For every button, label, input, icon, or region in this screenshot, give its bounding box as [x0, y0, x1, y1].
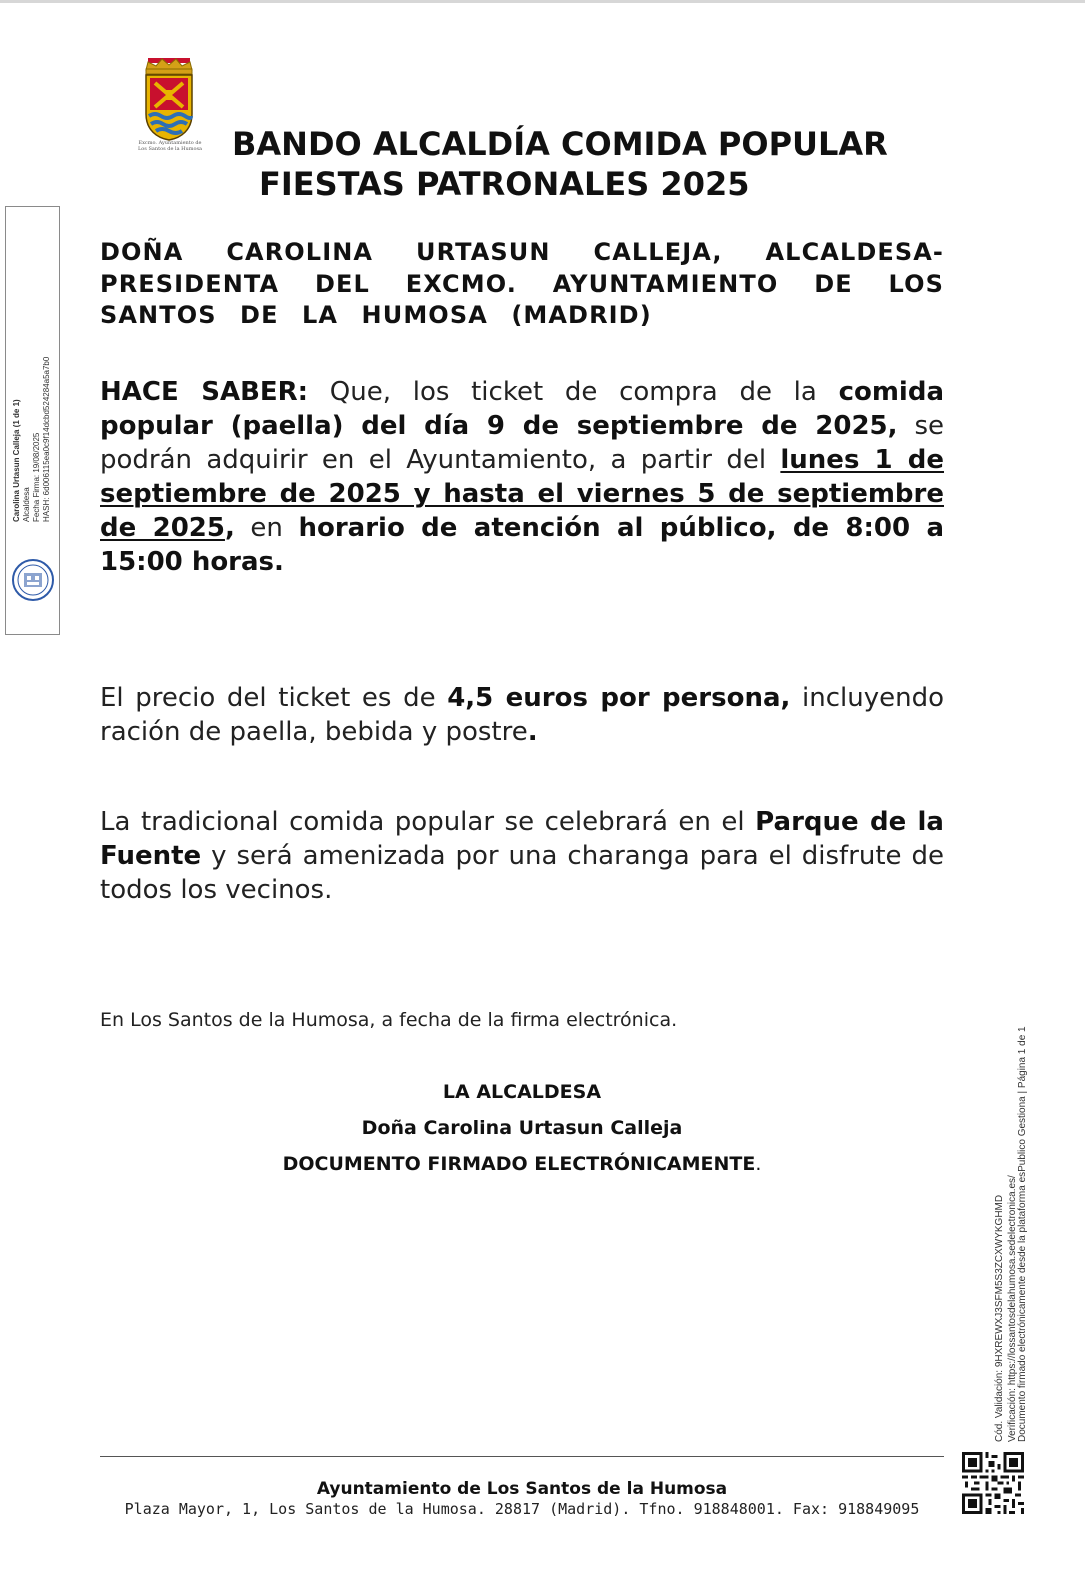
p3-text1: La tradicional comida popular se celebrará en el [100, 807, 756, 837]
title-line1: BANDO ALCALDÍA COMIDA POPULAR [232, 125, 888, 163]
signature-stamp-text [12, 322, 52, 522]
validation-doc: Documento firmado electrónicamente desde la plataforma esPublico Gestiona | Página 1 de 1 [1017, 1026, 1028, 1442]
validation-code: Cód. Validación: 9HXREWXJ3SFM5S3ZCXWYKGHMD [994, 1194, 1005, 1442]
p2-price: 4,5 euros por persona, [447, 683, 791, 713]
footer-address: Plaza Mayor, 1, Los Santos de la Humosa. 28817 (Madrid). Tfno. 918848001. Fax: 918849095 [124, 1500, 920, 1518]
crest-caption-line1: Excmo. Ayuntamiento de [138, 140, 202, 146]
signature-dot: . [755, 1153, 762, 1175]
signature-note [100, 1152, 944, 1176]
signature-name: Doña Carolina Urtasun Calleja [361, 1117, 683, 1139]
p1-text2: se podrán adquirir en el Ayuntamiento, a partir del [100, 411, 944, 475]
title-line2: FIESTAS PATRONALES 2025 [259, 165, 750, 203]
place-date: En Los Santos de la Humosa, a fecha de la firma electrónica. [100, 1009, 678, 1031]
issuer-heading: DOÑA CAROLINA URTASUN CALLEJA, ALCALDESA-PRESIDENTA DEL EXCMO. AYUNTAMIENTO DE LOS SANTOS DE LA HUMOSA (MADRID) [100, 238, 944, 329]
stamp-signer: Carolina Urtasun Calleja (1 de 1) [12, 399, 21, 522]
stamp-date: Fecha Firma: 19/08/2025 [32, 432, 41, 522]
hace-saber-label: HACE SABER: [100, 377, 309, 407]
announcement-paragraph [100, 375, 944, 579]
signature-signed: DOCUMENTO FIRMADO ELECTRÓNICAMENTE [282, 1153, 756, 1175]
p2-period: . [527, 717, 538, 747]
p2-text2: incluyendo ración de paella, bebida y postre [100, 683, 944, 747]
stamp-hash: HASH: 6d006115ea0c9f14dcbd524284a5a7b0 [42, 356, 51, 522]
p2-text1: El precio del ticket es de [100, 683, 448, 713]
seal-icon [11, 558, 55, 602]
price-paragraph [100, 681, 944, 749]
p1-text3: en [234, 513, 299, 543]
p1-comma: , [224, 513, 235, 543]
location-paragraph [100, 805, 944, 907]
footer-divider [100, 1456, 944, 1457]
qr-code-icon [962, 1452, 1024, 1514]
signature-role: LA ALCALDESA [442, 1081, 602, 1103]
p1-event-date: comida popular (paella) del día 9 de septiembre de 2025, [100, 377, 944, 441]
crest-caption-line2: Los Santos de la Humosa [137, 146, 203, 152]
stamp-role: Alcaldesa [22, 487, 31, 522]
document-title [232, 124, 888, 204]
p3-location: Parque de la Fuente [100, 807, 944, 871]
crest-caption [132, 140, 208, 152]
p1-hours: horario de atención al público, de 8:00 a 15:00 horas. [100, 513, 944, 577]
p3-text2: y será amenizada por una charanga para el disfrute de todos los vecinos. [100, 841, 944, 905]
footer-organization: Ayuntamiento de Los Santos de la Humosa [316, 1479, 728, 1499]
p1-text1: Que, los ticket de compra de la [308, 377, 839, 407]
validation-verify: Verificación: https://lossantosdelahumosa.sedelectronica.es/ [1007, 1175, 1018, 1442]
p1-sale-period: lunes 1 de septiembre de 2025 y hasta el viernes 5 de septiembre de 2025 [100, 445, 944, 543]
top-border [0, 0, 1085, 3]
validation-doc-text [1016, 1026, 1029, 1442]
